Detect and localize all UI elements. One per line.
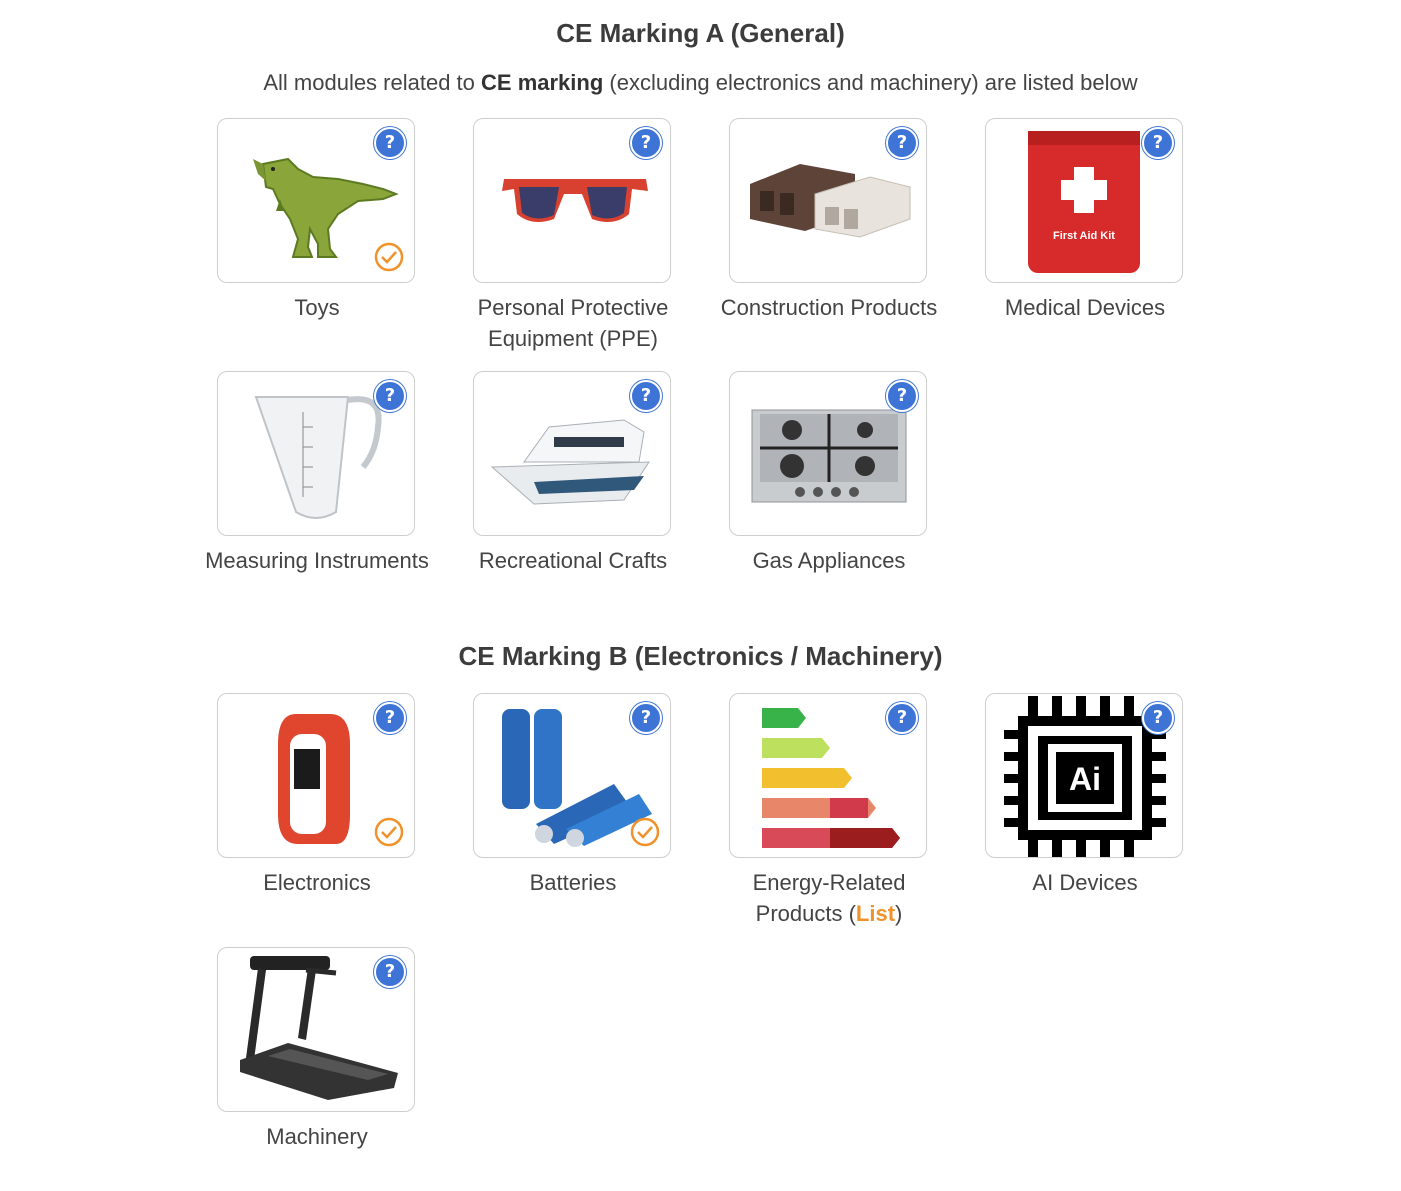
help-icon[interactable]: ? bbox=[1142, 702, 1174, 734]
module-tile-gas[interactable] bbox=[729, 371, 927, 536]
module-tile-toys[interactable] bbox=[217, 118, 415, 283]
module-tile-machinery[interactable] bbox=[217, 947, 415, 1112]
module-label-medical[interactable]: Medical Devices bbox=[1004, 295, 1166, 320]
module-label-toys[interactable]: Toys bbox=[294, 295, 340, 320]
module-label-measuring[interactable]: Measuring Instruments bbox=[205, 548, 429, 573]
checkmark-icon bbox=[374, 242, 404, 272]
help-icon[interactable]: ? bbox=[886, 380, 918, 412]
module-label-ai-devices[interactable]: AI Devices bbox=[1032, 870, 1138, 895]
module-tile-electronics[interactable] bbox=[217, 693, 415, 858]
module-label-ppe[interactable]: Personal Protective Equipment (PPE) bbox=[477, 295, 669, 351]
checkmark-icon bbox=[630, 817, 660, 847]
module-tile-measuring[interactable] bbox=[217, 371, 415, 536]
checkmark-icon bbox=[374, 817, 404, 847]
help-icon[interactable]: ? bbox=[886, 702, 918, 734]
help-icon[interactable]: ? bbox=[630, 127, 662, 159]
help-icon[interactable]: ? bbox=[630, 380, 662, 412]
module-tile-medical[interactable] bbox=[985, 118, 1183, 283]
help-icon[interactable]: ? bbox=[374, 702, 406, 734]
help-icon[interactable]: ? bbox=[374, 956, 406, 988]
section-a-subtitle: All modules related to CE marking (excluding electronics and machinery) are listed below bbox=[263, 70, 1138, 95]
module-label-construction[interactable]: Construction Products bbox=[720, 295, 938, 320]
module-label-machinery[interactable]: Machinery bbox=[266, 1124, 368, 1149]
module-label-recreational[interactable]: Recreational Crafts bbox=[478, 548, 668, 573]
module-label-gas[interactable]: Gas Appliances bbox=[752, 548, 906, 573]
module-tile-ppe[interactable] bbox=[473, 118, 671, 283]
chip-text: Ai bbox=[1069, 761, 1101, 797]
help-icon[interactable]: ? bbox=[630, 702, 662, 734]
section-b-title: CE Marking B (Electronics / Machinery) bbox=[458, 641, 943, 671]
module-tile-recreational[interactable] bbox=[473, 371, 671, 536]
module-label-batteries[interactable]: Batteries bbox=[529, 870, 617, 895]
energy-list-link[interactable]: List bbox=[855, 901, 896, 926]
help-icon[interactable]: ? bbox=[886, 127, 918, 159]
module-tile-energy[interactable] bbox=[729, 693, 927, 858]
module-label-electronics[interactable]: Electronics bbox=[263, 870, 371, 895]
module-tile-construction[interactable] bbox=[729, 118, 927, 283]
help-icon[interactable]: ? bbox=[374, 380, 406, 412]
module-label-energy[interactable]: Energy-Related Products (List) bbox=[752, 870, 906, 926]
kit-text: First Aid Kit bbox=[1053, 230, 1115, 242]
help-icon[interactable]: ? bbox=[1142, 127, 1174, 159]
section-a-title: CE Marking A (General) bbox=[556, 18, 845, 48]
help-icon[interactable]: ? bbox=[374, 127, 406, 159]
module-tile-ai-devices[interactable] bbox=[985, 693, 1183, 858]
module-tile-batteries[interactable] bbox=[473, 693, 671, 858]
